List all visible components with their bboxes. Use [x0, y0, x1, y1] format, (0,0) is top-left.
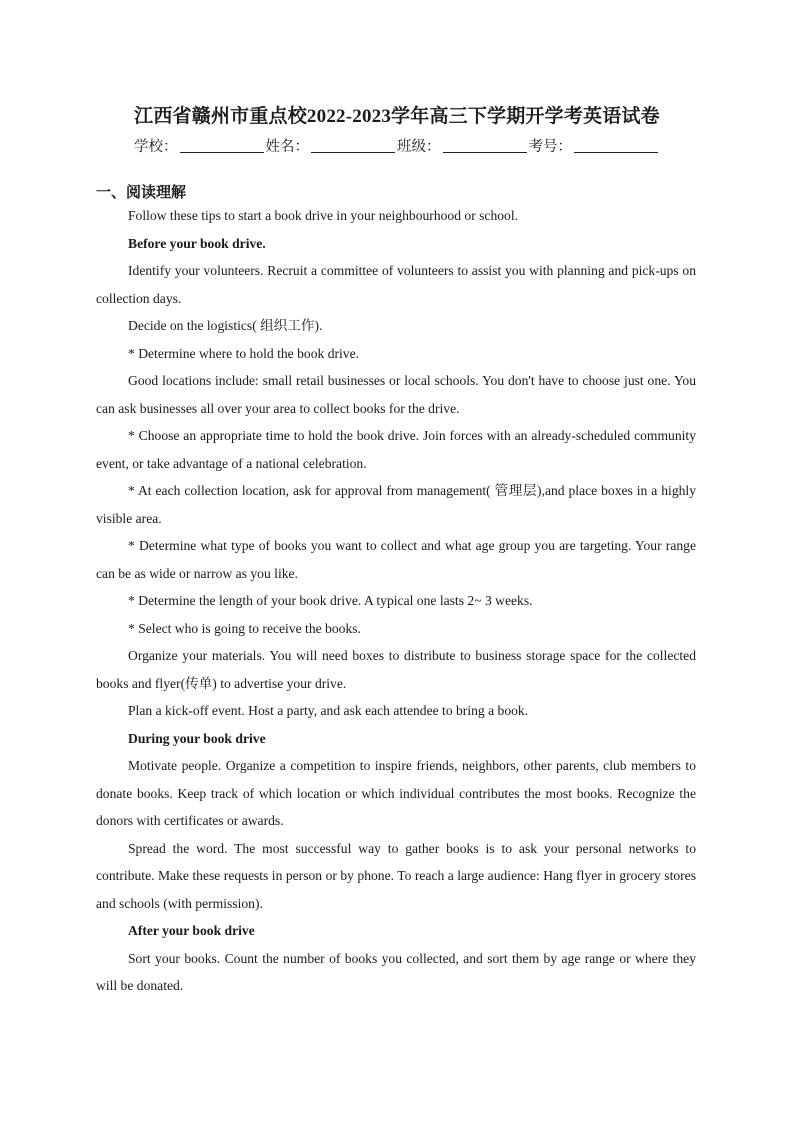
paragraph: Plan a kick-off event. Host a party, and ask each attendee to bring a book.	[128, 703, 529, 718]
school-blank[interactable]	[180, 138, 264, 153]
number-label: 考号：	[528, 139, 572, 155]
paragraph: Spread the word. The most successful way to gather books is to ask your personal networks to contribute. Make these requests in person or by phone. To reach a large audience: Hang flyer in grocery stores and schools (with permission).	[96, 840, 696, 911]
paragraph: Follow these tips to start a book drive in your neighbourhood or school.	[128, 208, 519, 223]
class-label: 班级：	[397, 139, 441, 155]
page-title: 江西省赣州市重点校2022-2023学年高三下学期开学考英语试卷	[134, 106, 660, 127]
paragraph: * Determine what type of books you want to collect and what age group you are targeting. Your range can be as wide or narrow as you like.	[96, 538, 696, 581]
subheading: After your book drive	[128, 923, 255, 938]
paragraph: * Determine the length of your book drive. A typical one lasts 2~ 3 weeks.	[128, 593, 533, 608]
name-blank[interactable]	[311, 138, 395, 153]
subheading: During your book drive	[128, 730, 266, 746]
section-heading: 一、阅读理解	[96, 183, 187, 201]
paragraph: Sort your books. Count the number of books you collected, and sort them by age range or where they will be donated.	[96, 950, 696, 993]
paragraph: Identify your volunteers. Recruit a committee of volunteers to assist you with planning and pick-ups on collection days.	[96, 263, 696, 306]
class-blank[interactable]	[443, 138, 527, 153]
paragraph: Decide on the logistics( 组织工作).	[128, 318, 323, 333]
paragraph: * At each collection location, ask for approval from management( 管理层),and place boxes in a highly visible area.	[96, 483, 696, 526]
student-info-line	[0, 135, 794, 156]
name-label: 姓名：	[265, 139, 309, 155]
paragraph: * Choose an appropriate time to hold the book drive. Join forces with an already-scheduled community event, or take advantage of a national celebration.	[96, 428, 696, 471]
paragraph: Organize your materials. You will need boxes to distribute to business storage space for the collected books and flyer(传单) to advertise your drive.	[96, 648, 696, 691]
paragraph: Motivate people. Organize a competition to inspire friends, neighbors, other parents, club members to donate books. Keep track of which location or which individual contributes the most books. Recognize the donors with certificates or awards.	[96, 758, 696, 828]
paragraph: * Determine where to hold the book drive.	[128, 345, 360, 361]
passage	[96, 202, 696, 1000]
school-label: 学校：	[134, 139, 178, 155]
subheading: Before your book drive.	[128, 235, 266, 251]
paragraph: * Select who is going to receive the books.	[128, 620, 361, 636]
paragraph: Good locations include: small retail businesses or local schools. You don't have to choose just one. You can ask businesses all over your area to collect books for the drive.	[96, 373, 696, 416]
number-blank[interactable]	[574, 138, 658, 153]
